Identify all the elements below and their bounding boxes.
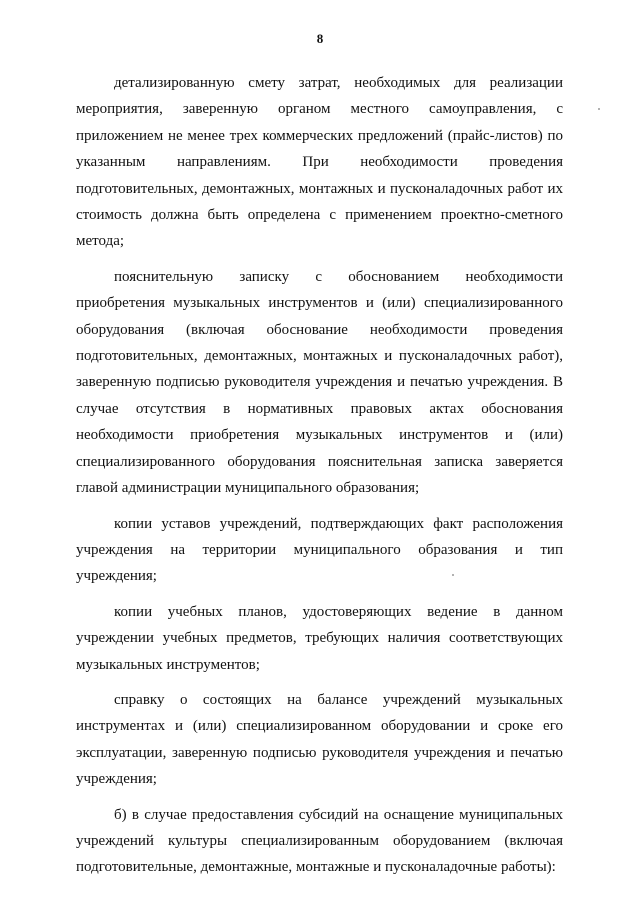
scan-speck (452, 574, 454, 576)
page-number: 8 (316, 31, 324, 46)
paragraph-detailed-estimate: детализированную смету затрат, необходимых для реализации мероприятия, заверенную органом местного самоуправления, с приложением не менее трех коммерческих предложений (прайс-листов) по указанным направлениям. При необходимости проведения подготовительных, демонтажных, монтажных и пусконаладочных работ их стоимость должна быть определена с применением проектно-сметного метода; (76, 75, 563, 250)
paragraph-subsidy-equipment: б) в случае предоставления субсидий на оснащение муниципальных учреждений культуры специализированным оборудованием (включая подготовительные, демонтажные, монтажные и пусконаладочные работы): (76, 806, 563, 876)
scan-speck (598, 108, 600, 110)
paragraph-curriculum-copies: копии учебных планов, удостоверяющих ведение в данном учреждении учебных предметов, требующих наличия соответствующих музыкальных инструментов; (76, 603, 563, 673)
paragraph-explanatory-note: пояснительную записку с обоснованием необходимости приобретения музыкальных инструментов и (или) специализированного оборудования (включая обоснование необходимости проведения подготовительных, демонтажных, монтажных и пусконаладочных работ), заверенную подписью руководителя учреждения и печатью учреждения. В случае отсутствия в нормативных правовых актах обоснования необходимости приобретения музыкальных инструментов и (или) специализированного оборудования пояснительная записка заверяется главой администрации муниципального образования; (76, 268, 563, 497)
document-body (76, 70, 563, 881)
paragraph-balance-certificate: справку о состоящих на балансе учреждений музыкальных инструментах и (или) специализированном оборудовании и сроке его эксплуатации, заверенную подписью руководителя учреждения и печатью учреждения; (76, 691, 563, 788)
paragraph-charter-copies: копии уставов учреждений, подтверждающих факт расположения учреждения на территории муниципального образования и тип учреждения; (76, 515, 563, 585)
